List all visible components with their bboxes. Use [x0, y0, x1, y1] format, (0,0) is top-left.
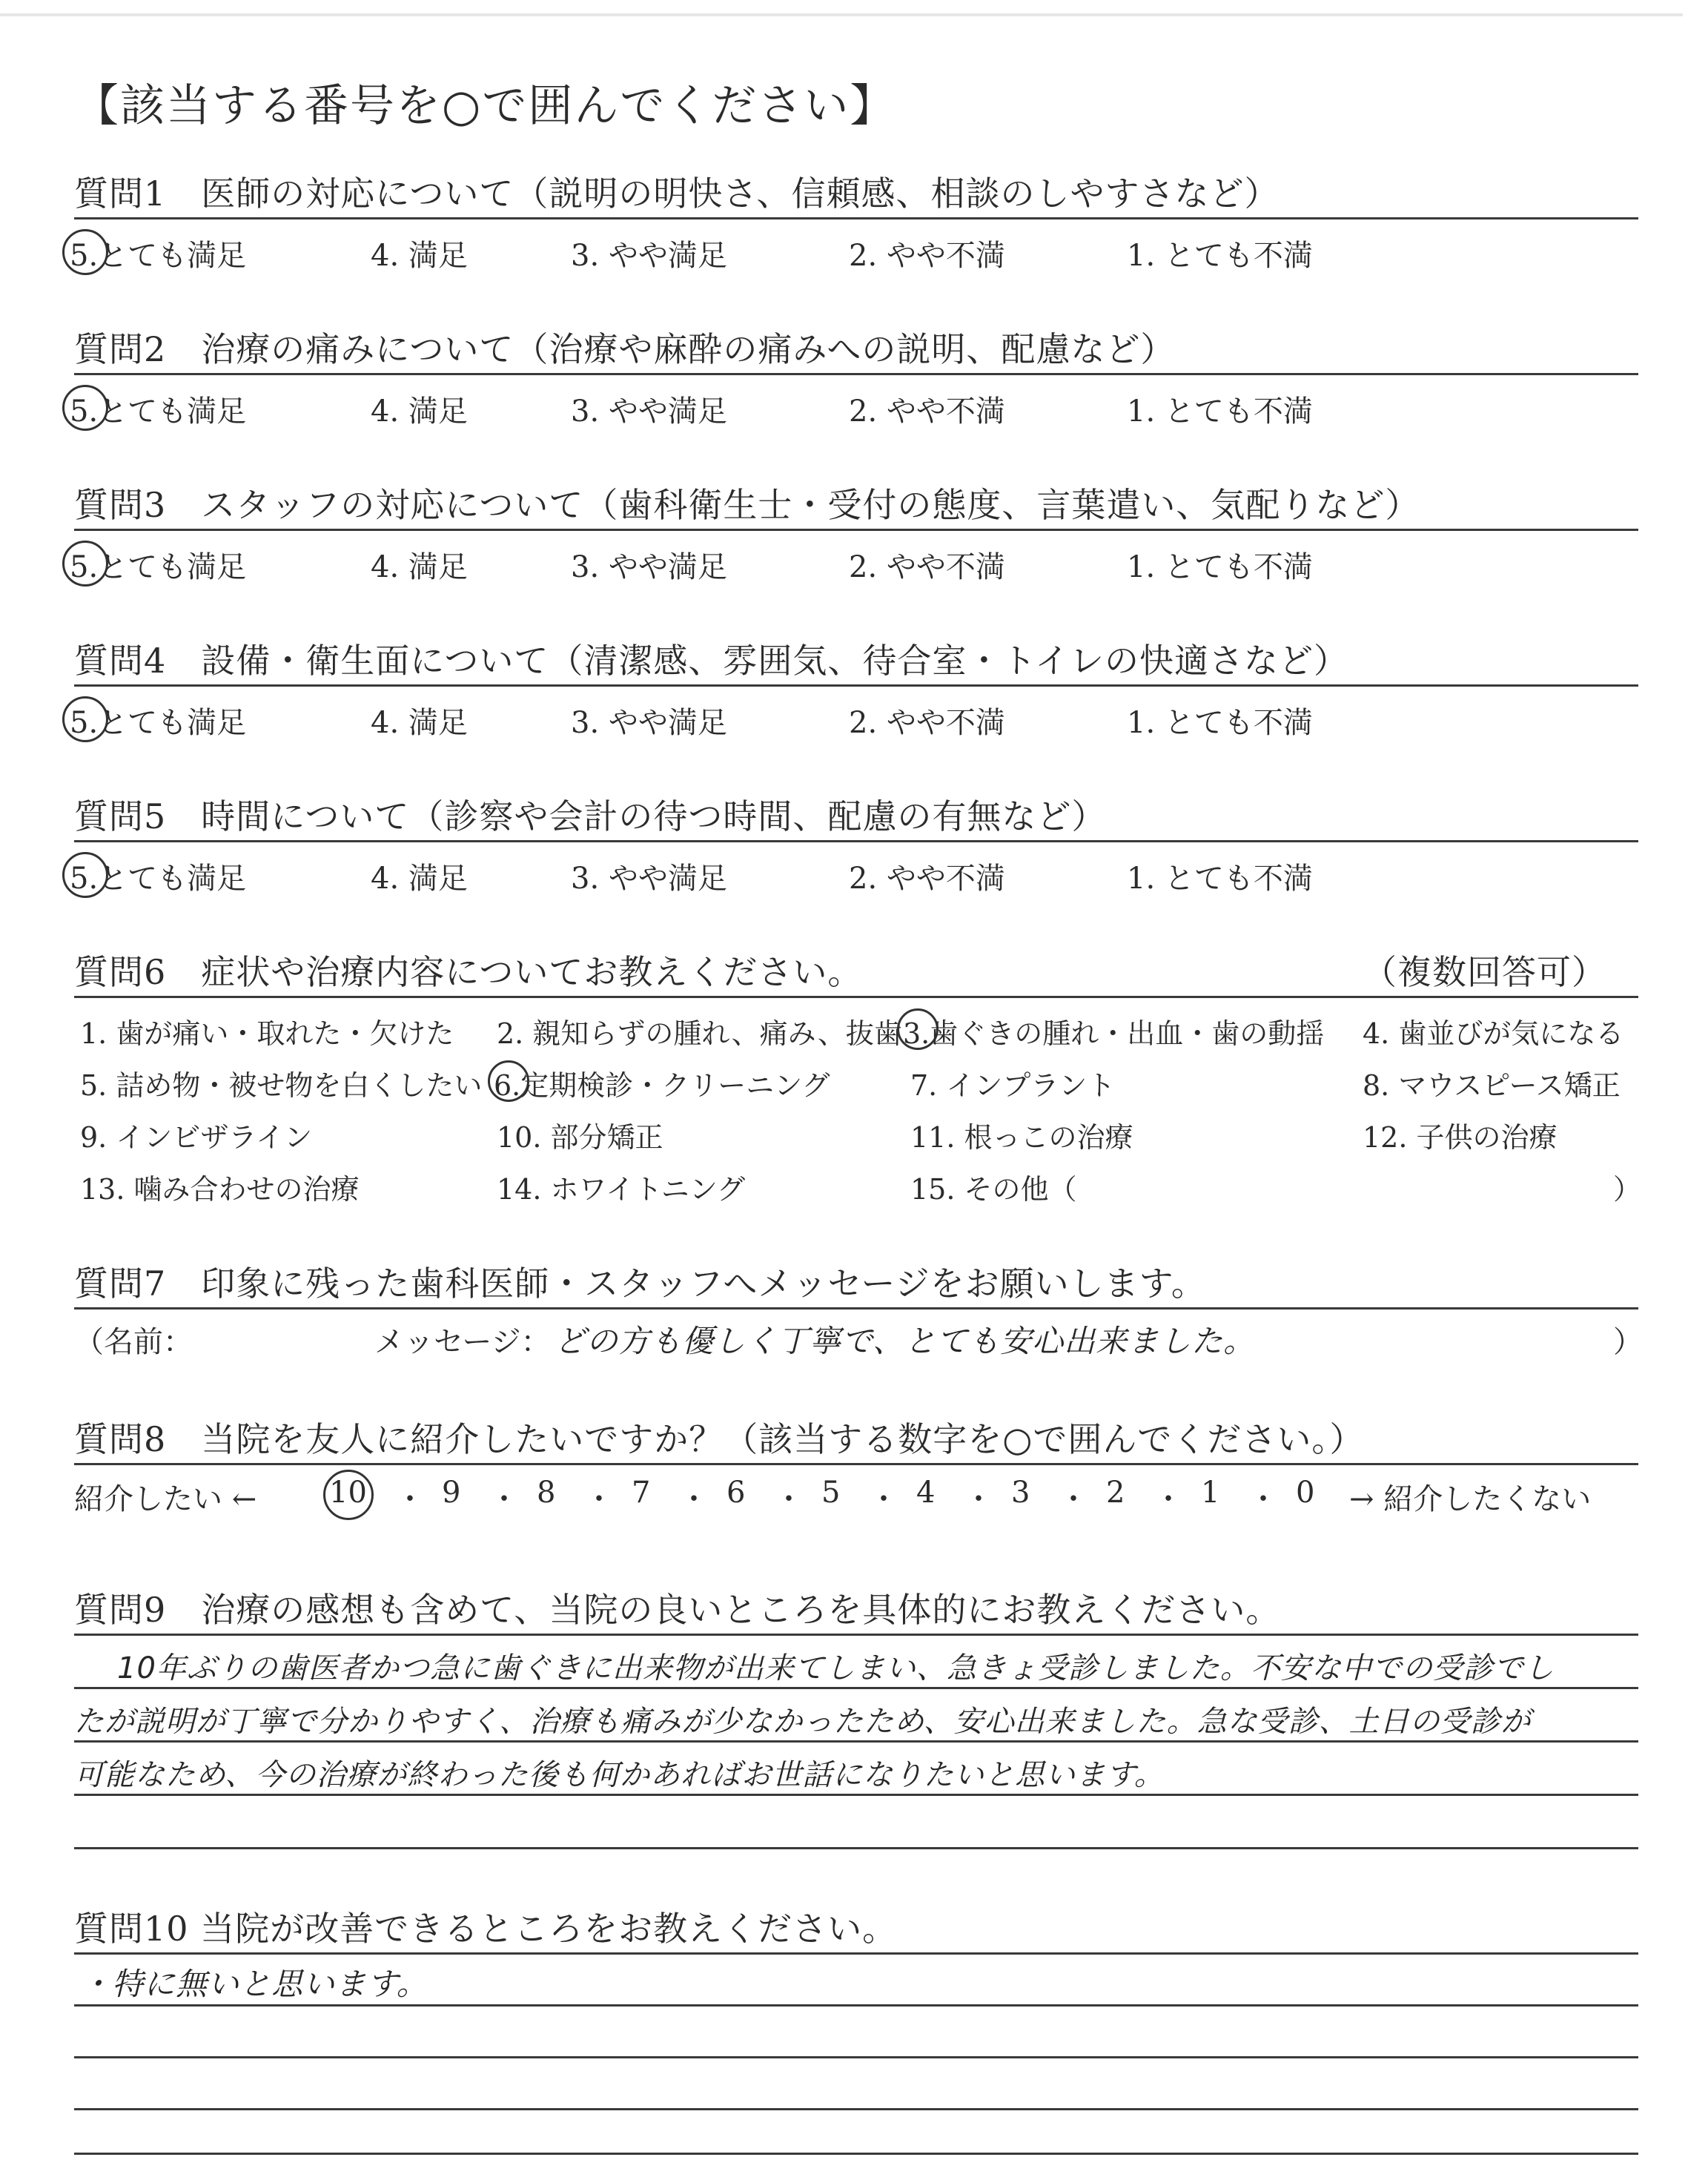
q8-scale-3[interactable]: 3 — [1011, 1476, 1030, 1510]
q2-option-4[interactable]: 4. 満足 — [371, 394, 468, 429]
q8-separator: ・ — [1248, 1482, 1278, 1516]
q9-rule — [74, 1634, 1638, 1636]
q2-option-5[interactable]: 5.とても満足 — [70, 394, 247, 429]
q10-line-rule — [74, 2056, 1638, 2058]
q6-option-1[interactable]: 1. 歯が痛い・取れた・欠けた — [80, 1017, 454, 1050]
q2-title: 質問2 治療の痛みについて（治療や麻酔の痛みへの説明、配慮など） — [74, 329, 1176, 369]
q7-name-label: （名前： — [74, 1325, 193, 1359]
q8-rule — [74, 1463, 1638, 1465]
q9-answer-line-2[interactable]: たが説明が丁寧で分かりやすく、治療も痛みが少なかったため、安心出来ました。急な受診、土日の受診が — [74, 1705, 1532, 1739]
q7-message-text[interactable]: どの方も優しく丁寧で、とても安心出来ました。 — [555, 1323, 1256, 1359]
q9-line-rule — [74, 1687, 1638, 1689]
q10-rule — [74, 1952, 1638, 1955]
q9-line-rule — [74, 1794, 1638, 1796]
q5-option-4[interactable]: 4. 満足 — [371, 862, 468, 896]
q8-title: 質問8 当院を友人に紹介したいですか？（該当する数字を○で囲んでください。） — [74, 1419, 1365, 1459]
q2-option-2[interactable]: 2. やや不満 — [849, 394, 1005, 429]
q6-option-14[interactable]: 14. ホワイトニング — [497, 1173, 746, 1206]
q4-option-3[interactable]: 3. やや満足 — [571, 706, 727, 740]
q8-scale-10[interactable]: 10 — [329, 1476, 367, 1510]
q3-option-2[interactable]: 2. やや不満 — [849, 550, 1005, 584]
q3-option-5[interactable]: 5.とても満足 — [70, 550, 247, 584]
q8-separator: ・ — [584, 1482, 614, 1516]
q3-title: 質問3 スタッフの対応について（歯科衛生士・受付の態度、言葉遣い、気配りなど） — [74, 485, 1420, 525]
q5-option-3[interactable]: 3. やや満足 — [571, 862, 727, 896]
q8-scale-7[interactable]: 7 — [632, 1476, 651, 1510]
q6-option-10[interactable]: 10. 部分矯正 — [497, 1121, 663, 1154]
q2-rule — [74, 373, 1638, 375]
q4-option-1[interactable]: 1. とても不満 — [1127, 706, 1313, 740]
q8-scale-0[interactable]: 0 — [1296, 1476, 1315, 1510]
q5-option-2[interactable]: 2. やや不満 — [849, 862, 1005, 896]
q1-option-5[interactable]: 5.とても満足 — [70, 239, 247, 273]
q8-right-label: → 紹介したくない — [1349, 1482, 1592, 1516]
q6-title: 質問6 症状や治療内容についてお教えください。 — [74, 952, 863, 992]
q4-option-4[interactable]: 4. 満足 — [371, 706, 468, 740]
q6-option-4[interactable]: 4. 歯並びが気になる — [1363, 1017, 1624, 1050]
q10-line-rule — [74, 2108, 1638, 2110]
q4-rule — [74, 684, 1638, 687]
q1-rule — [74, 217, 1638, 219]
q1-option-3[interactable]: 3. やや満足 — [571, 239, 727, 273]
q4-option-5[interactable]: 5.とても満足 — [70, 706, 247, 740]
q6-option-12[interactable]: 12. 子供の治療 — [1363, 1121, 1558, 1154]
q8-scale-4[interactable]: 4 — [916, 1476, 936, 1510]
q8-separator: ・ — [964, 1482, 993, 1516]
q9-line-rule — [74, 1847, 1638, 1849]
q1-title: 質問1 医師の対応について（説明の明快さ、信頼感、相談のしやすさなど） — [74, 174, 1280, 214]
q7-rule — [74, 1307, 1638, 1309]
q6-option-5[interactable]: 5. 詰め物・被せ物を白くしたい — [80, 1069, 483, 1102]
q9-line-rule — [74, 1740, 1638, 1743]
q6-note: （複数回答可） — [1363, 952, 1606, 992]
q4-title: 質問4 設備・衛生面について（清潔感、雰囲気、待合室・トイレの快適さなど） — [74, 641, 1349, 681]
page-heading: 【該当する番号を○で囲んでください】 — [74, 80, 896, 132]
q5-option-1[interactable]: 1. とても不満 — [1127, 862, 1313, 896]
q3-option-1[interactable]: 1. とても不満 — [1127, 550, 1313, 584]
q10-line-rule — [74, 2004, 1638, 2007]
q5-option-5[interactable]: 5.とても満足 — [70, 862, 247, 896]
q3-rule — [74, 529, 1638, 531]
q6-option-15-close: ） — [1613, 1173, 1642, 1206]
q5-rule — [74, 840, 1638, 842]
q4-option-2[interactable]: 2. やや不満 — [849, 706, 1005, 740]
q6-option-13[interactable]: 13. 噛み合わせの治療 — [80, 1173, 360, 1206]
q8-separator: ・ — [679, 1482, 709, 1516]
q5-title: 質問5 時間について（診察や会計の待つ時間、配慮の有無など） — [74, 796, 1107, 836]
q3-option-3[interactable]: 3. やや満足 — [571, 550, 727, 584]
q8-separator: ・ — [489, 1482, 519, 1516]
q7-close-paren: ） — [1613, 1325, 1643, 1359]
q8-scale-9[interactable]: 9 — [442, 1476, 461, 1510]
q8-scale-2[interactable]: 2 — [1106, 1476, 1125, 1510]
q8-separator: ・ — [774, 1482, 804, 1516]
q2-option-3[interactable]: 3. やや満足 — [571, 394, 727, 429]
q8-scale-6[interactable]: 6 — [726, 1476, 746, 1510]
q6-option-6[interactable]: 6.定期検診・クリーニング — [494, 1069, 830, 1102]
q6-option-3[interactable]: 3.歯ぐきの腫れ・出血・歯の動揺 — [903, 1017, 1325, 1050]
q9-title: 質問9 治療の感想も含めて、当院の良いところを具体的にお教えください。 — [74, 1590, 1281, 1630]
q8-separator: ・ — [1059, 1482, 1088, 1516]
q1-option-4[interactable]: 4. 満足 — [371, 239, 468, 273]
q6-option-11[interactable]: 11. 根っこの治療 — [910, 1121, 1133, 1154]
q6-option-2[interactable]: 2. 親知らずの腫れ、痛み、抜歯 — [497, 1017, 902, 1050]
q6-option-7[interactable]: 7. インプラント — [910, 1069, 1116, 1102]
q6-option-8[interactable]: 8. マウスピース矯正 — [1363, 1069, 1621, 1102]
q10-answer-line-1[interactable]: ・特に無いと思います。 — [80, 1966, 428, 2002]
q9-answer-line-3[interactable]: 可能なため、今の治療が終わった後も何かあればお世話になりたいと思います。 — [74, 1758, 1165, 1792]
q6-rule — [74, 996, 1638, 998]
q9-answer-line-1[interactable]: 10年ぶりの歯医者かつ急に歯ぐきに出来物が出来てしまい、急きょ受診しました。不安な中での受診でし — [117, 1651, 1555, 1685]
q8-scale-1[interactable]: 1 — [1201, 1476, 1220, 1510]
q8-scale-8[interactable]: 8 — [537, 1476, 556, 1510]
q6-option-9[interactable]: 9. インビザライン — [80, 1121, 313, 1154]
page-top-edge — [0, 13, 1683, 16]
q8-scale-5[interactable]: 5 — [821, 1476, 841, 1510]
q8-separator: ・ — [395, 1482, 425, 1516]
q8-left-label: 紹介したい ← — [74, 1482, 257, 1516]
q7-message-label: メッセージ： — [374, 1325, 551, 1359]
q6-option-15[interactable]: 15. その他（ — [910, 1173, 1077, 1206]
q10-title: 質問10 当院が改善できるところをお教えください。 — [74, 1909, 898, 1949]
q8-separator: ・ — [869, 1482, 898, 1516]
q3-option-4[interactable]: 4. 満足 — [371, 550, 468, 584]
q1-option-2[interactable]: 2. やや不満 — [849, 239, 1005, 273]
q8-separator: ・ — [1153, 1482, 1183, 1516]
q2-option-1[interactable]: 1. とても不満 — [1127, 394, 1313, 429]
q10-line-rule — [74, 2153, 1638, 2155]
q7-title: 質問7 印象に残った歯科医師・スタッフへメッセージをお願いします。 — [74, 1264, 1206, 1304]
q1-option-1[interactable]: 1. とても不満 — [1127, 239, 1313, 273]
